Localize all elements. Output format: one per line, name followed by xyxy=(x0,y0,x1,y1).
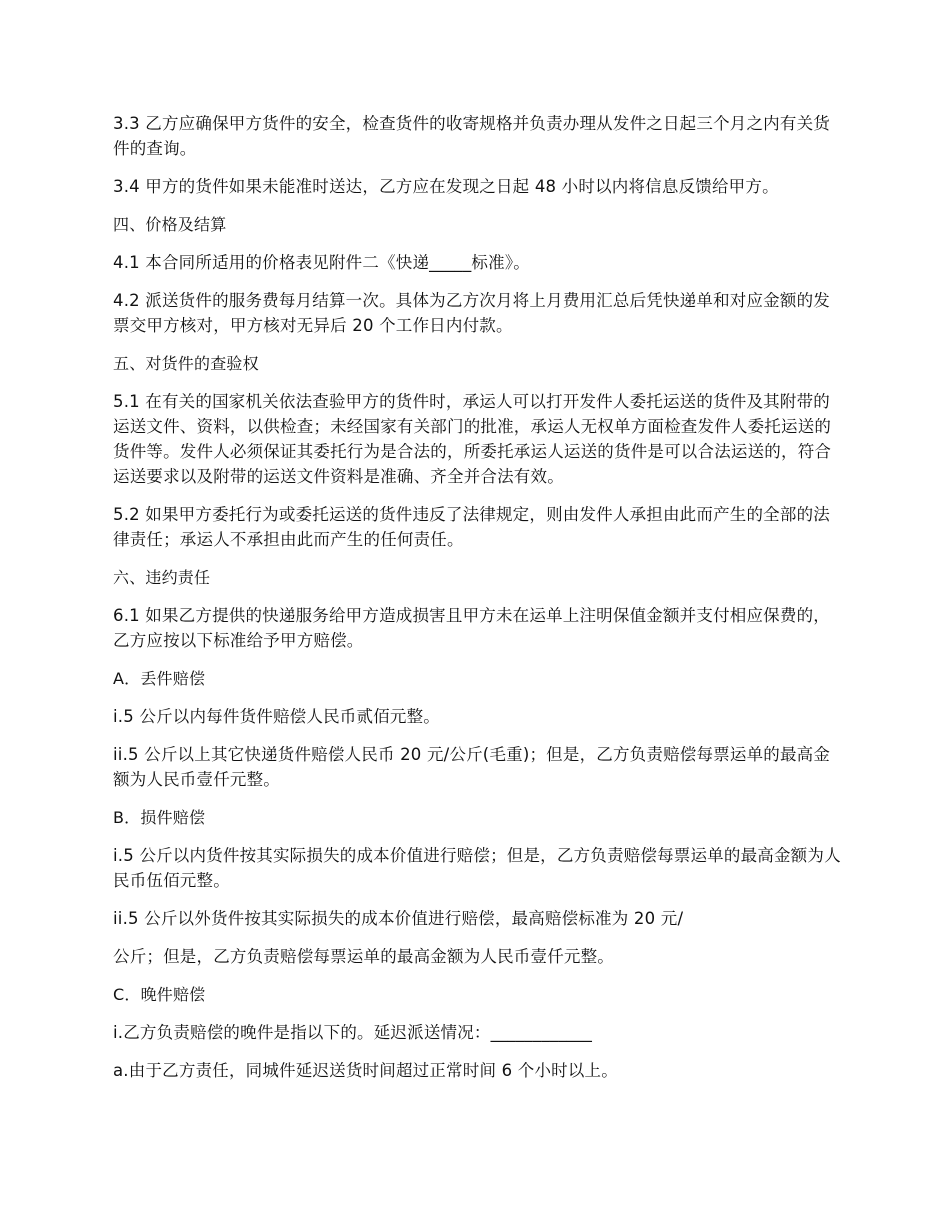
clause-5-2: 5.2 如果甲方委托行为或委托运送的货件违反了法律规定，则由发件人承担由此而产生的全部的法律责任；承运人不承担由此而产生的任何责任。 xyxy=(113,505,830,549)
damaged-item-rule-ii: ii.5 公斤以外货件按其实际损失的成本价值进行赔偿，最高赔偿标准为 20 元/ xyxy=(113,909,684,928)
section-heading-pricing: 四、价格及结算 xyxy=(113,215,227,234)
clause-5-1: 5.1 在有关的国家机关依法查验甲方的货件时，承运人可以打开发件人委托运送的货件及其附带的运送文件、资料，以供检查；未经国家有关部门的批准，承运人无权单方面检查发件人委托运送的货件等。发件人必须保证其委托行为是合法的，所委托承运人运送的货件是可以合法运送的，符合运送要求以及附带的运送文件资料是准确、齐全并合法有效。 xyxy=(113,392,832,486)
damaged-item-rule-i: i.5 公斤以内货件按其实际损失的成本价值进行赔偿；但是，乙方负责赔偿每票运单的最高金额为人民币伍佰元整。 xyxy=(113,846,841,890)
late-item-rule-i: i.乙方负责赔偿的晚件是指以下的。延迟派送情况：____________ xyxy=(113,1023,593,1042)
clause-3-3: 3.3 乙方应确保甲方货件的安全，检查货件的收寄规格并负责办理从发件之日起三个月之内有关货件的查询。 xyxy=(113,114,830,158)
late-item-rule-a: a.由于乙方责任，同城件延迟送货时间超过正常时间 6 个小时以上。 xyxy=(113,1061,618,1080)
subheading-damaged-item: B．损件赔偿 xyxy=(113,808,206,827)
lost-item-rule-ii: ii.5 公斤以上其它快递货件赔偿人民币 20 元/公斤(毛重)；但是，乙方负责赔偿每票运单的最高金额为人民币壹仟元整。 xyxy=(113,745,831,789)
clause-6-1: 6.1 如果乙方提供的快递服务给甲方造成损害且甲方未在运单上注明保值金额并支付相应保费的，乙方应按以下标准给予甲方赔偿。 xyxy=(113,606,830,650)
clause-4-2: 4.2 派送货件的服务费每月结算一次。具体为乙方次月将上月费用汇总后凭快递单和对应金额的发票交甲方核对，甲方核对无异后 20 个工作日内付款。 xyxy=(113,291,830,335)
clause-3-4: 3.4 甲方的货件如果未能准时送达，乙方应在发现之日起 48 小时以内将信息反馈给甲方。 xyxy=(113,177,779,196)
section-heading-inspection: 五、对货件的查验权 xyxy=(113,354,259,373)
clause-4-1: 4.1 本合同所适用的价格表见附件二《快递_____标准》。 xyxy=(113,253,530,272)
section-heading-liability: 六、违约责任 xyxy=(113,568,211,587)
subheading-late-item: C．晚件赔偿 xyxy=(113,985,206,1004)
document-body xyxy=(113,111,843,1096)
lost-item-rule-i: i.5 公斤以内每件货件赔偿人民币贰佰元整。 xyxy=(113,707,440,726)
subheading-lost-item: A．丢件赔偿 xyxy=(113,669,206,688)
damaged-item-rule-ii-continued: 公斤；但是，乙方负责赔偿每票运单的最高金额为人民币壹仟元整。 xyxy=(113,947,614,966)
